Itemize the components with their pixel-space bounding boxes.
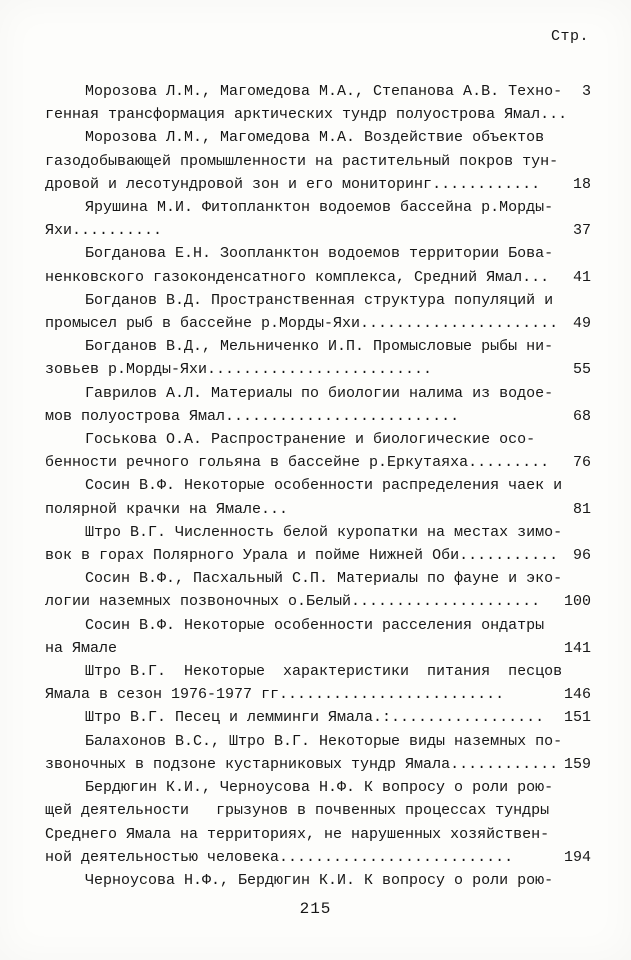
toc-entry-text: Госькова О.А. Распространение и биологические осо- (85, 431, 536, 449)
toc-line (45, 869, 591, 892)
toc-entry-text: Яхи.......... (45, 222, 163, 240)
toc-entry-page-number: 146 (563, 686, 591, 704)
toc-line (45, 846, 591, 869)
toc-list (45, 80, 591, 892)
toc-entry-text: промысел рыб в бассейне р.Морды-Яхи...................... (45, 315, 559, 333)
toc-entry-text: Штро В.Г. Численность белой куропатки на местах зимо- (85, 523, 563, 541)
toc-entry-text: Штро В.Г. Песец и лемминги Ямала.:................. (85, 709, 545, 727)
toc-entry-text: ненковского газоконденсатного комплекса, Средний Ямал... (45, 268, 550, 286)
toc-line (45, 683, 591, 706)
toc-entry-text: Ямала в сезон 1976-1977 гг......................... (45, 686, 505, 704)
toc-entry-page-number: 3 (581, 83, 591, 100)
toc-entry-text: щей деятельности грызунов в почвенных процессах тундры (45, 802, 550, 820)
toc-line (45, 428, 591, 451)
toc-line (45, 498, 591, 521)
toc-entry-page-number: 151 (563, 709, 591, 727)
toc-line (45, 335, 591, 358)
toc-line (45, 544, 591, 567)
toc-line (45, 219, 591, 242)
toc-entry-page-number: 194 (563, 848, 591, 866)
toc-line (45, 196, 591, 219)
toc-entry-text: Сосин В.Ф., Пасхальный С.П. Материалы по фауне и эко- (85, 570, 563, 588)
toc-entry-page-number: 18 (572, 175, 591, 193)
toc-entry-page-number: 81 (572, 500, 591, 518)
toc-line (45, 382, 591, 405)
toc-entry-text: бенности речного гольяна в бассейне р.Еркутаяха......... (45, 454, 550, 472)
toc-entry-text: Морозова Л.М., Магомедова М.А., Степанова А.В. Техно- (85, 83, 563, 100)
toc-entry-text: Черноусова Н.Ф., Бердюгин К.И. К вопросу о роли рою- (85, 871, 554, 889)
toc-entry-text: газодобывающей промышленности на растительный покров тун- (45, 152, 559, 170)
toc-entry-text: Богданов В.Д., Мельниченко И.П. Промысловые рыбы ни- (85, 338, 554, 356)
toc-line (45, 312, 591, 335)
toc-entry-text: зовьев р.Морды-Яхи......................... (45, 361, 433, 379)
toc-line (45, 590, 591, 613)
toc-entry-page-number: 41 (572, 268, 591, 286)
toc-line (45, 567, 591, 590)
toc-entry-text: Штро В.Г. Некоторые характеристики питания песцов (85, 663, 563, 681)
toc-entry-text: Ярушина М.И. Фитопланктон водоемов бассейна р.Морды- (85, 199, 554, 217)
toc-entry-text: ной деятельностью человека.......................... (45, 848, 514, 866)
toc-line (45, 150, 591, 173)
toc-entry-page-number: 76 (572, 454, 591, 472)
toc-line (45, 706, 591, 729)
toc-line (45, 266, 591, 289)
toc-entry-page-number: 100 (563, 593, 591, 611)
toc-line (45, 474, 591, 497)
toc-entry-text: дровой и лесотундровой зон и его мониторинг............ (45, 175, 541, 193)
toc-entry-text: Морозова Л.М., Магомедова М.А. Воздействие объектов (85, 129, 545, 147)
toc-line (45, 637, 591, 660)
toc-entry-text: полярной крачки на Ямале... (45, 500, 289, 518)
toc-entry-text: Среднего Ямала на территориях, не нарушенных хозяйствен- (45, 825, 550, 843)
toc-line (45, 753, 591, 776)
toc-line (45, 289, 591, 312)
toc-line (45, 823, 591, 846)
toc-entry-text: Бердюгин К.И., Черноусова Н.Ф. К вопросу о роли рою- (85, 779, 554, 797)
toc-line (45, 660, 591, 683)
toc-entry-text: Богданова Е.Н. Зоопланктон водоемов территории Бова- (85, 245, 554, 263)
toc-line (45, 451, 591, 474)
toc-entry-page-number: 37 (572, 222, 591, 240)
page-column-header: Стр. (550, 28, 589, 45)
toc-entry-text: Гаврилов А.Л. Материалы по биологии налима из водое- (85, 384, 554, 402)
page-number-footer: 215 (299, 900, 332, 918)
toc-entry-page-number: 141 (563, 639, 591, 657)
toc-line (45, 614, 591, 637)
toc-entry-page-number: 49 (572, 315, 591, 333)
toc-entry-page-number: 159 (563, 755, 591, 773)
toc-entry-text: Сосин В.Ф. Некоторые особенности расселения ондатры (85, 616, 545, 634)
toc-line (45, 358, 591, 381)
toc-entry-text: Балахонов В.С., Штро В.Г. Некоторые виды наземных по- (85, 732, 563, 750)
toc-entry-text: генная трансформация арктических тундр полуострова Ямал... (45, 106, 568, 124)
toc-line (45, 799, 591, 822)
toc-line (45, 730, 591, 753)
toc-entry-text: Богданов В.Д. Пространственная структура популяций и (85, 291, 554, 309)
toc-entry-page-number: 55 (572, 361, 591, 379)
toc-line (45, 173, 591, 196)
toc-line (45, 521, 591, 544)
toc-entry-page-number: 68 (572, 407, 591, 425)
toc-entry-text: логии наземных позвоночных о.Белый..................... (45, 593, 541, 611)
toc-line (45, 405, 591, 428)
toc-entry-text: вок в горах Полярного Урала и пойме Нижней Оби........... (45, 547, 559, 565)
toc-entry-page-number: 96 (572, 547, 591, 565)
toc-entry-text: звоночных в подзоне кустарниковых тундр Ямала............ (45, 755, 558, 773)
toc-entry-text: Сосин В.Ф. Некоторые особенности распределения чаек и (85, 477, 563, 495)
toc-line (45, 126, 591, 149)
toc-line (45, 80, 591, 103)
toc-line (45, 103, 591, 126)
toc-entry-text: на Ямале (45, 639, 118, 657)
toc-line (45, 776, 591, 799)
toc-entry-text: мов полуострова Ямал.......................... (45, 407, 460, 425)
toc-line (45, 242, 591, 265)
